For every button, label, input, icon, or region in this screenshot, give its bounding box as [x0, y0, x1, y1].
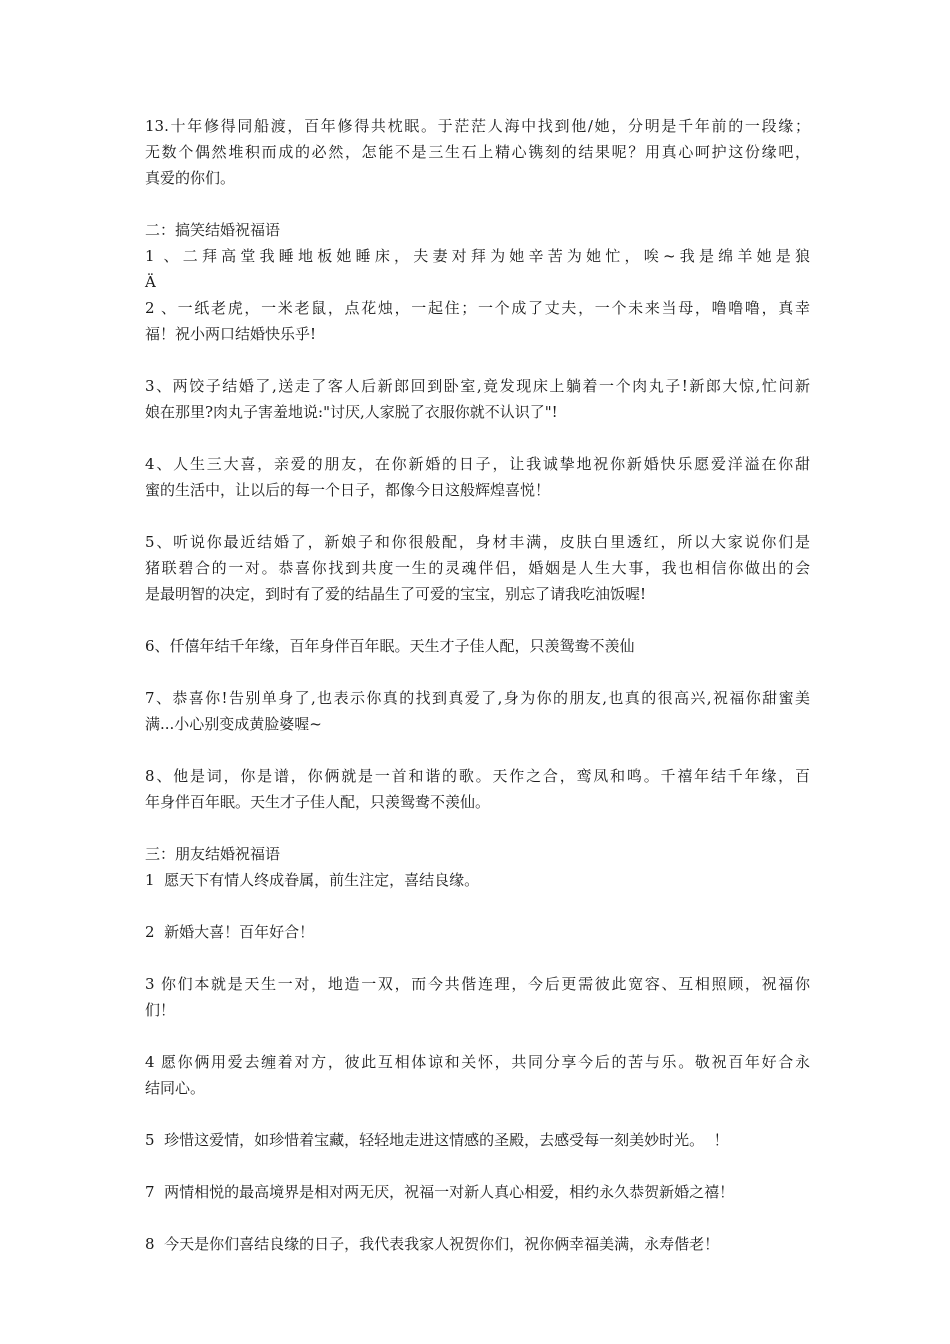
- text-line: 2 新婚大喜！百年好合！: [145, 923, 315, 941]
- text-line: 福！祝小两口结婚快乐乎!: [145, 325, 317, 343]
- text-line: 蜜的生活中，让以后的每一个日子，都像今日这般辉煌喜悦！: [145, 481, 551, 499]
- paragraph: [145, 1127, 810, 1153]
- text-line: 满...小心别变成黄脸婆喔~: [145, 715, 322, 733]
- text-line: 三：朋友结婚祝福语: [145, 845, 281, 863]
- paragraph-gap: [145, 607, 810, 633]
- paragraph-gap: [145, 191, 810, 217]
- paragraph-gap: [145, 1101, 810, 1127]
- paragraph: [145, 113, 810, 191]
- paragraph-gap: [145, 1023, 810, 1049]
- paragraph-gap: [145, 945, 810, 971]
- text-line: 7、恭喜你!告别单身了,也表示你真的找到真爱了,身为你的朋友,也真的很高兴,祝福你甜蜜美: [145, 689, 810, 707]
- paragraph-gap: [145, 737, 810, 763]
- text-line: 真爱的你们。: [145, 169, 236, 187]
- paragraph: [145, 763, 810, 815]
- paragraph: [145, 841, 810, 893]
- paragraph: [145, 529, 810, 607]
- text-line: 4 愿你俩用爱去缠着对方，彼此互相体谅和关怀，共同分享今后的苦与乐。敬祝百年好合永: [145, 1053, 810, 1071]
- paragraph: [145, 1231, 810, 1257]
- paragraph-gap: [145, 425, 810, 451]
- paragraph: [145, 373, 810, 425]
- paragraph-gap: [145, 1205, 810, 1231]
- text-line: 是最明智的决定，到时有了爱的结晶生了可爱的宝宝，别忘了请我吃油饭喔!: [145, 585, 647, 603]
- text-line: 5、听说你最近结婚了，新娘子和你很般配，身材丰满，皮肤白里透红，所以大家说你们是: [145, 533, 810, 551]
- paragraph: [145, 685, 810, 737]
- paragraph: [145, 1049, 810, 1101]
- text-line: 8 今天是你们喜结良缘的日子，我代表我家人祝贺你们，祝你俩幸福美满，永寿偕老！: [145, 1235, 720, 1253]
- paragraph: [145, 451, 810, 503]
- text-line: 13.十年修得同船渡，百年修得共枕眠。于茫茫人海中找到他/她，分明是千年前的一段缘；: [145, 117, 810, 135]
- paragraph-gap: [145, 815, 810, 841]
- paragraph: [145, 1179, 810, 1205]
- text-line: 1 、二拜高堂我睡地板她睡床，夫妻对拜为她辛苦为她忙，唉~我是绵羊她是狼: [145, 247, 810, 265]
- text-line: 2 、一纸老虎，一米老鼠，点花烛，一起住；一个成了丈夫，一个未来当母，噜噜噜，真幸: [145, 299, 810, 317]
- paragraph-gap: [145, 1153, 810, 1179]
- text-line: 结同心。: [145, 1079, 206, 1097]
- text-line: 7 两情相悦的最高境界是相对两无厌，祝福一对新人真心相爱，相约永久恭贺新婚之禧！: [145, 1183, 735, 1201]
- text-line: 3、两饺子结婚了,送走了客人后新郎回到卧室,竟发现床上躺着一个肉丸子!新郎大惊,忙问新: [145, 377, 810, 395]
- text-line: 无数个偶然堆积而成的必然，怎能不是三生石上精心镌刻的结果呢？用真心呵护这份缘吧，: [145, 143, 810, 161]
- paragraph-gap: [145, 659, 810, 685]
- text-line: 娘在那里?肉丸子害羞地说:"讨厌,人家脱了衣服你就不认识了"!: [145, 403, 558, 421]
- paragraph: [145, 633, 810, 659]
- text-line: 猪联碧合的一对。恭喜你找到共度一生的灵魂伴侣，婚姻是人生大事，我也相信你做出的会: [145, 559, 810, 577]
- text-line: 6、仟僖年结千年缘，百年身伴百年眠。天生才子佳人配，只羡鸳鸯不羡仙: [145, 637, 635, 655]
- text-line: 1 愿天下有情人终成眷属，前生注定，喜结良缘。: [145, 871, 480, 889]
- text-line: 4、人生三大喜，亲爱的朋友，在你新婚的日子，让我诚挚地祝你新婚快乐愿爱洋溢在你甜: [145, 455, 810, 473]
- text-line: 们！: [145, 1001, 176, 1019]
- paragraph-gap: [145, 893, 810, 919]
- text-line: Ä: [145, 273, 156, 291]
- paragraph: [145, 217, 810, 347]
- paragraph-gap: [145, 347, 810, 373]
- paragraph: [145, 971, 810, 1023]
- text-line: 5 珍惜这爱情，如珍惜着宝藏，轻轻地走进这情感的圣殿，去感受每一刻美妙时光。 ！: [145, 1131, 729, 1149]
- paragraph-gap: [145, 503, 810, 529]
- text-line: 8、他是词，你是谱，你俩就是一首和谐的歌。天作之合，鸾凤和鸣。千禧年结千年缘，百: [145, 767, 810, 785]
- text-line: 3 你们本就是天生一对，地造一双，而今共偕连理，今后更需彼此宽容、互相照顾，祝福你: [145, 975, 810, 993]
- paragraph: [145, 919, 810, 945]
- text-line: 年身伴百年眠。天生才子佳人配，只羡鸳鸯不羡仙。: [145, 793, 491, 811]
- text-line: 二：搞笑结婚祝福语: [145, 221, 281, 239]
- document-page: [145, 113, 810, 1257]
